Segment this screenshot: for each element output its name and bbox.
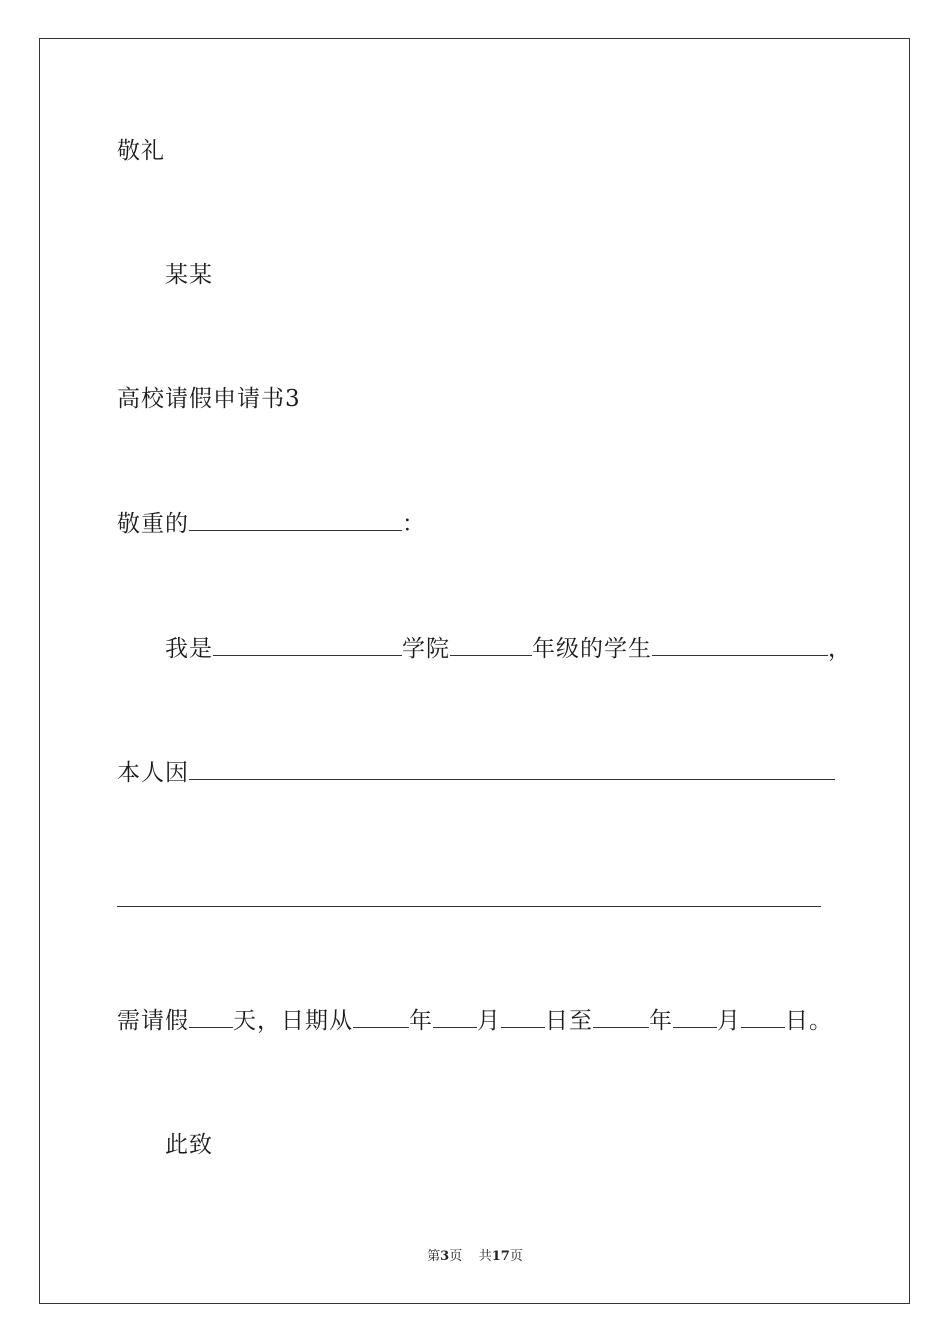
closing-line <box>165 1130 213 1160</box>
greeting-line <box>117 508 426 539</box>
start-day-label: 日至 <box>545 1008 593 1034</box>
end-month-blank[interactable] <box>673 1005 717 1028</box>
footer-page-suffix: 页 <box>449 1249 463 1264</box>
days-label: 天，日期从 <box>233 1008 353 1034</box>
end-day-label: 日。 <box>785 1008 833 1034</box>
intro-comma: ， <box>828 636 852 662</box>
page-footer <box>0 1248 950 1266</box>
greeting-colon: ： <box>402 511 426 537</box>
signature-name-text: 某某 <box>165 262 213 288</box>
page-frame <box>39 38 910 1304</box>
start-month-blank[interactable] <box>433 1005 477 1028</box>
intro-line <box>165 633 852 664</box>
days-blank[interactable] <box>189 1005 233 1028</box>
end-day-blank[interactable] <box>741 1005 785 1028</box>
reason-line <box>117 757 835 788</box>
reason-blank[interactable] <box>189 757 835 780</box>
grade-blank[interactable] <box>450 633 532 656</box>
intro-prefix: 我是 <box>165 636 213 662</box>
greeting-prefix: 敬重的 <box>117 511 189 537</box>
start-month-label: 月 <box>477 1008 501 1034</box>
footer-page-current: 3 <box>440 1249 450 1264</box>
start-year-label: 年 <box>409 1008 433 1034</box>
closing-salutation <box>117 136 165 166</box>
footer-total-prefix: 共 <box>478 1249 492 1264</box>
signature-name <box>165 260 213 290</box>
heading-text: 高校请假申请书3 <box>117 386 301 412</box>
footer-total-suffix: 页 <box>509 1249 523 1264</box>
college-label: 学院 <box>402 636 450 662</box>
start-day-blank[interactable] <box>501 1005 545 1028</box>
college-blank[interactable] <box>213 633 402 656</box>
closing-text: 此致 <box>165 1132 213 1158</box>
closing-salutation-text: 敬礼 <box>117 138 165 164</box>
footer-page-total: 17 <box>491 1249 510 1264</box>
reason-continuation-blank[interactable] <box>117 906 821 907</box>
end-year-blank[interactable] <box>593 1005 649 1028</box>
leave-prefix: 需请假 <box>117 1008 189 1034</box>
reason-prefix: 本人因 <box>117 760 189 786</box>
document-heading <box>117 384 301 414</box>
leave-dates-line <box>117 1005 833 1036</box>
end-month-label: 月 <box>717 1008 741 1034</box>
recipient-blank[interactable] <box>189 508 402 531</box>
grade-label: 年级的学生 <box>532 636 652 662</box>
start-year-blank[interactable] <box>353 1005 409 1028</box>
student-name-blank[interactable] <box>652 633 828 656</box>
end-year-label: 年 <box>649 1008 673 1034</box>
footer-page-prefix: 第 <box>427 1249 441 1264</box>
